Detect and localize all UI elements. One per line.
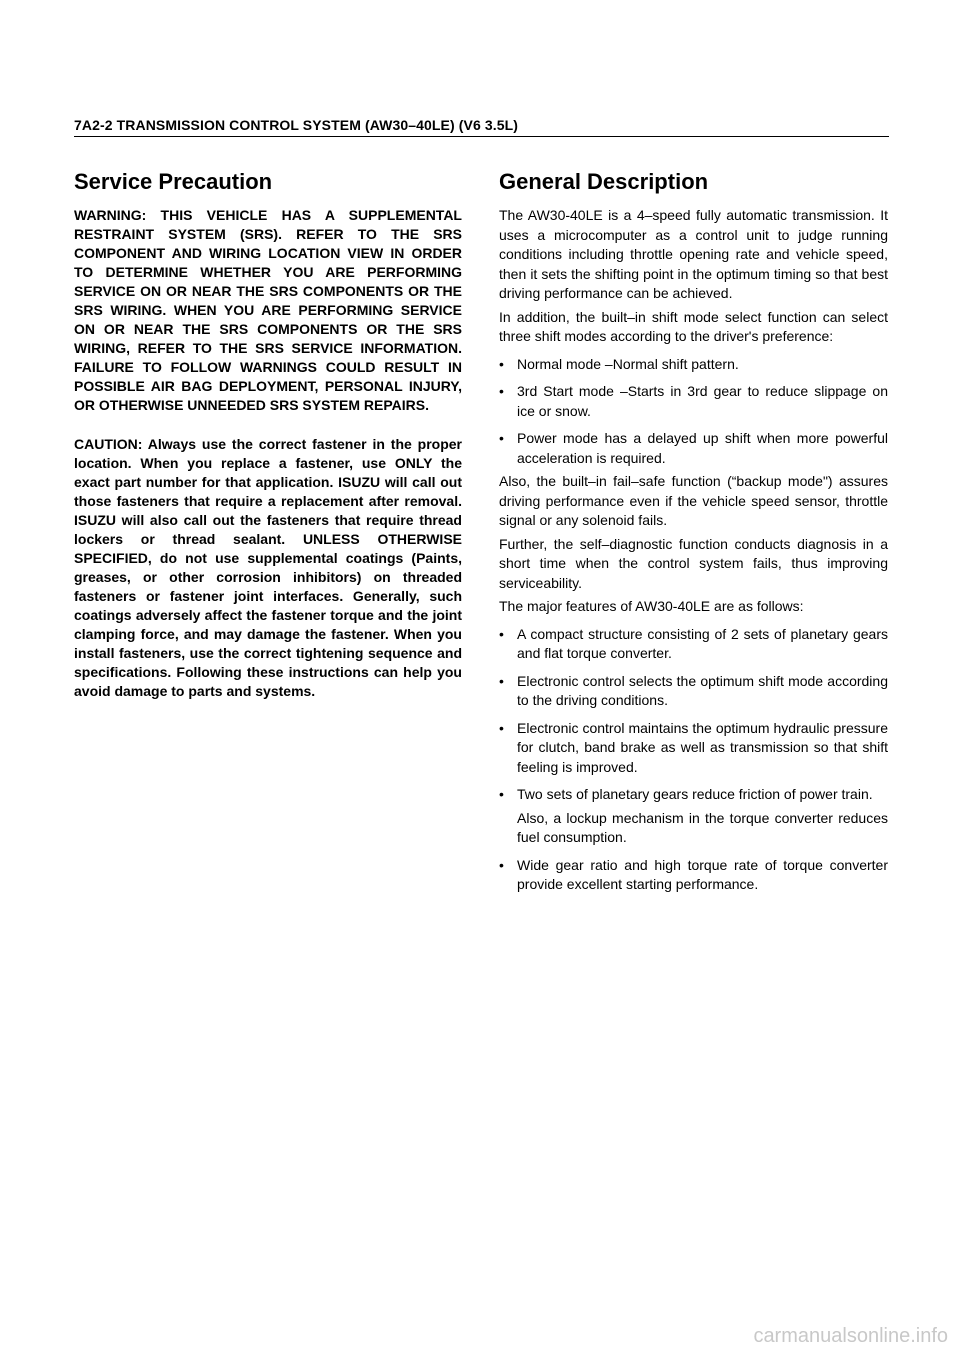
list-item-text: A compact structure consisting of 2 sets of planetary gears and flat torque converter. [517, 625, 888, 661]
bullet-icon: • [499, 672, 504, 689]
bullet-icon: • [499, 625, 504, 642]
service-precaution-section [74, 168, 462, 701]
self-diagnostic-paragraph: Further, the self–diagnostic function conducts diagnosis in a short time when the control system fails, thus improving serviceability. [499, 535, 888, 591]
list-item-text: Wide gear ratio and high torque rate of torque converter provide excellent starting performance. [517, 856, 888, 892]
lockup-note: Also, a lockup mechanism in the torque converter reduces fuel consumption. [517, 809, 888, 845]
shift-mode-list [499, 355, 888, 469]
bullet-icon: • [499, 856, 504, 873]
list-item-text: Two sets of planetary gears reduce friction of power train. [517, 786, 873, 802]
list-item [499, 785, 888, 848]
bullet-icon: • [499, 383, 504, 399]
watermark: carmanualsonline.info [753, 1325, 948, 1347]
bullet-icon: • [499, 355, 504, 372]
list-item-text: Power mode has a delayed up shift when more powerful acceleration is required. [517, 430, 888, 466]
failsafe-paragraph: Also, the built–in fail–safe function (“backup mode") assures driving performance even if the vehicle speed sensor, throttle signal or any solenoid fails. [499, 473, 888, 528]
features-intro: The major features of AW30-40LE are as follows: [499, 598, 804, 614]
srs-warning-text: WARNING: THIS VEHICLE HAS A SUPPLEMENTAL RESTRAINT SYSTEM (SRS). REFER TO THE SRS COMPONENT AND WIRING LOCATION VIEW IN ORDER TO DETERMINE WHETHER YOU ARE PERFORMING SERVICE ON OR NEAR THE SRS COMPONENTS OR THE SRS WIRING. WHEN YOU ARE PERFORMING SERVICE ON OR NEAR THE SRS COMPONENTS OR THE SRS WIRING, REFER TO THE SRS SERVICE INFORMATION. FAILURE TO FOLLOW WARNINGS COULD RESULT IN POSSIBLE AIR BAG DEPLOYMENT, PERSONAL INJURY, OR OTHERWISE UNNEEDED SRS SYSTEM REPAIRS. [74, 207, 462, 413]
list-item [499, 382, 888, 421]
page-header-title: 7A2-2 TRANSMISSION CONTROL SYSTEM (AW30–40LE) (V6 3.5L) [74, 117, 518, 133]
list-item [499, 856, 888, 895]
intro-paragraph: The AW30-40LE is a 4–speed fully automatic transmission. It uses a microcomputer as a control unit to judge running conditions including throttle opening rate and vehicle speed, then it sets the shifting point in the optimum timing so that best driving performance can be achieved. [499, 207, 888, 301]
list-item-text: Normal mode –Normal shift pattern. [517, 355, 739, 372]
list-item [499, 355, 888, 375]
list-item-text: 3rd Start mode –Starts in 3rd gear to reduce slippage on ice or snow. [517, 383, 888, 419]
list-item-text: Electronic control selects the optimum shift mode according to the driving conditions. [517, 672, 888, 708]
list-item [499, 625, 888, 664]
list-item [499, 429, 888, 468]
page-header [74, 117, 889, 137]
shift-mode-intro: In addition, the built–in shift mode select function can select three shift modes according to the driver's preference: [499, 308, 888, 344]
list-item [499, 672, 888, 711]
features-list [499, 625, 888, 895]
general-description-section [499, 168, 888, 899]
service-precaution-heading: Service Precaution [74, 169, 273, 194]
list-item [499, 719, 888, 778]
bullet-icon: • [499, 719, 504, 736]
list-item-text: Electronic control maintains the optimum hydraulic pressure for clutch, band brake as well as transmission so that shift feeling is improved. [517, 719, 888, 775]
bullet-icon: • [499, 786, 504, 802]
fastener-caution-text: CAUTION: Always use the correct fastener in the proper location. When you replace a fastener, use ONLY the exact part number for that application. ISUZU will call out those fasteners that require a replacement after removal. ISUZU will also call out the fasteners that require thread lockers or thread sealant. UNLESS OTHERWISE SPECIFIED, do not use supplemental coatings (Paints, greases, or other corrosion inhibitors) on threaded fasteners or fastener joint interfaces. Generally, such coatings adversely affect the fastener torque and the joint clamping force, and may damage the fastener. When you install fasteners, use the correct tightening sequence and specifications. Following these instructions can help you avoid damage to parts and systems. [74, 436, 462, 699]
general-description-heading: General Description [499, 169, 709, 194]
bullet-icon: • [499, 430, 504, 446]
